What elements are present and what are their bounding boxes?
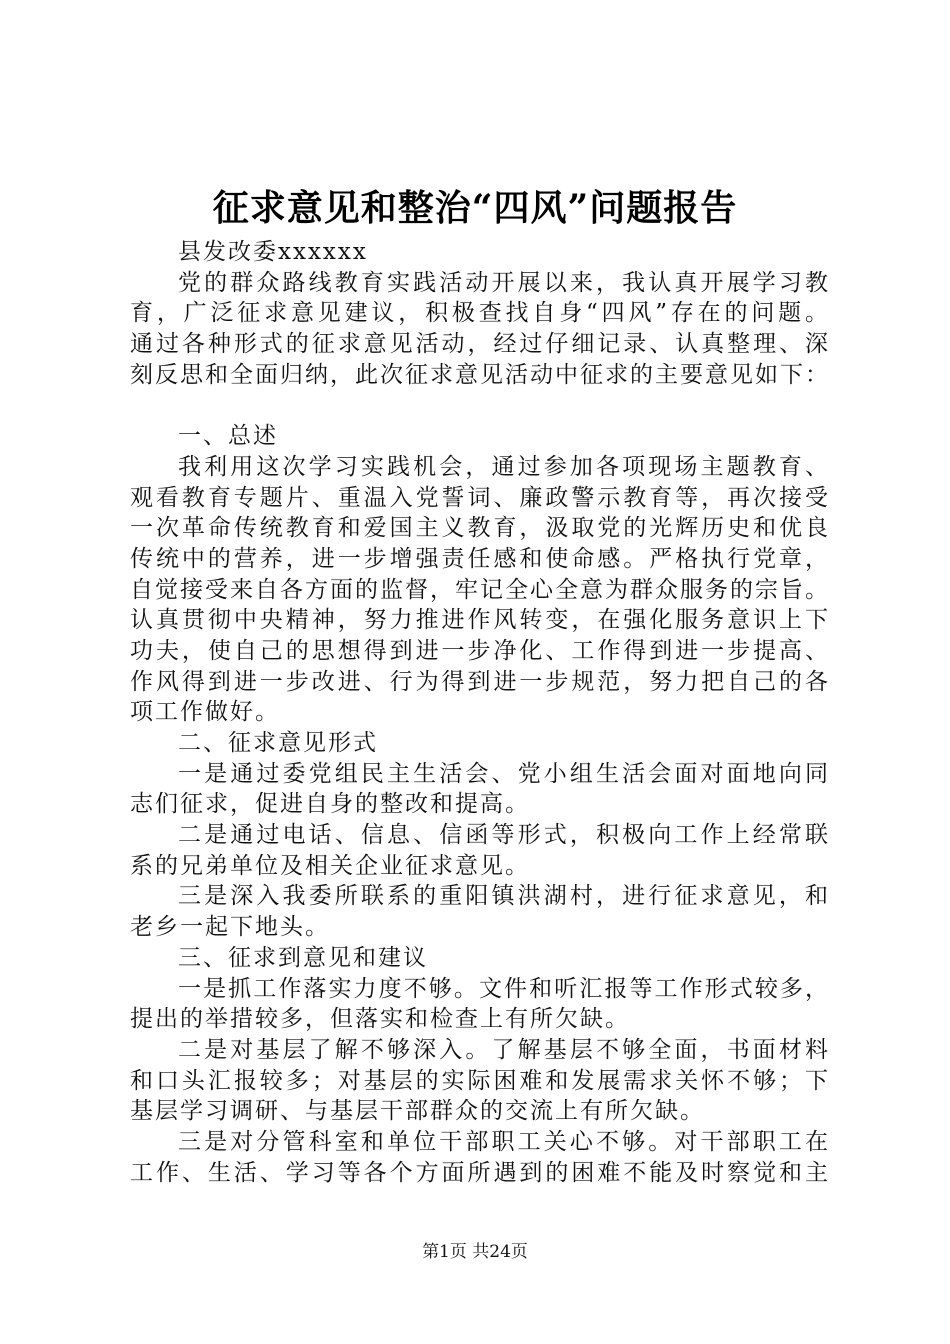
document-body xyxy=(130,237,830,1188)
text-line: 志们征求，促进自身的整改和提高。 xyxy=(130,791,530,818)
text-line: 通过各种形式的征求意见活动，经过仔细记录、认真整理、深 xyxy=(130,331,830,358)
text-line: 认真贯彻中央精神，努力推进作风转变，在强化服务意识上下 xyxy=(130,607,830,634)
page-footer: 第1页 共24页 xyxy=(422,1242,528,1262)
paragraph-gap xyxy=(130,390,830,421)
text-line: 自觉接受来自各方面的监督，牢记全心全意为群众服务的宗旨。 xyxy=(130,576,830,603)
text-line: 党的群众路线教育实践活动开展以来，我认真开展学习教 xyxy=(178,269,830,296)
text-line: 二、征求意见形式 xyxy=(178,730,378,756)
text-line: 一是抓工作落实力度不够。文件和听汇报等工作形式较多， xyxy=(178,975,830,1002)
text-line: 项工作做好。 xyxy=(130,699,280,726)
document-title: 征求意见和整治“四风”问题报告 xyxy=(212,187,738,229)
text-line: 二是通过电话、信息、信函等形式，积极向工作上经常联 xyxy=(178,822,830,849)
text-line: 一次革命传统教育和爱国主义教育，汲取党的光辉历史和优良 xyxy=(130,515,830,542)
text-line: 提出的举措较多，但落实和检查上有所欠缺。 xyxy=(130,1006,630,1033)
text-line: 三是对分管科室和单位干部职工关心不够。对干部职工在 xyxy=(178,1128,830,1155)
text-line: 老乡一起下地头。 xyxy=(130,914,330,941)
text-line: 一、总述 xyxy=(178,423,278,450)
text-line: 作风得到进一步改进、行为得到进一步规范，努力把自己的各 xyxy=(130,668,830,695)
text-line: 功夫，使自己的思想得到进一步净化、工作得到进一步提高、 xyxy=(130,637,830,664)
text-line: 三、征求到意见和建议 xyxy=(178,944,428,971)
text-line: 一是通过委党组民主生活会、党小组生活会面对面地向同 xyxy=(178,760,830,787)
text-line: 育，广泛征求意见建议，积极查找自身“四风”存在的问题。 xyxy=(130,300,830,327)
text-line: 三是深入我委所联系的重阳镇洪湖村，进行征求意见，和 xyxy=(178,883,830,910)
text-line: 县发改委xxxxxx xyxy=(178,239,368,265)
text-line: 基层学习调研、与基层干部群众的交流上有所欠缺。 xyxy=(130,1098,705,1125)
text-line: 工作、生活、学习等各个方面所遇到的困难不能及时察觉和主 xyxy=(130,1159,830,1186)
text-line: 和口头汇报较多；对基层的实际困难和发展需求关怀不够；下 xyxy=(130,1067,830,1094)
text-line: 系的兄弟单位及相关企业征求意见。 xyxy=(130,852,530,879)
text-line: 二是对基层了解不够深入。了解基层不够全面，书面材料 xyxy=(178,1036,830,1063)
text-line: 观看教育专题片、重温入党誓词、廉政警示教育等，再次接受 xyxy=(130,484,830,511)
text-line: 传统中的营养，进一步增强责任感和使命感。严格执行党章， xyxy=(130,545,830,572)
text-line: 我利用这次学习实践机会，通过参加各项现场主题教育、 xyxy=(178,453,830,480)
text-line: 刻反思和全面归纳，此次征求意见活动中征求的主要意见如下： xyxy=(130,361,830,388)
